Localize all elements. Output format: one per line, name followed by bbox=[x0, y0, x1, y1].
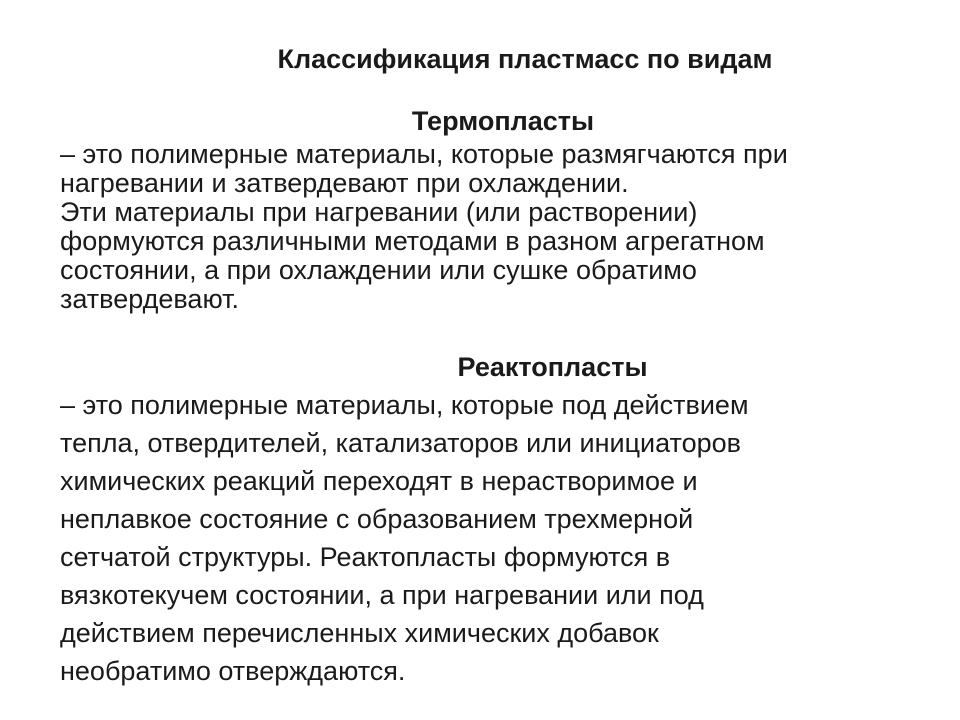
section-thermosets bbox=[60, 350, 940, 690]
body-line: нагревании и затвердевают при охлаждении. bbox=[60, 168, 629, 198]
body-line: химических реакций переходят в нерастворимое и bbox=[60, 466, 698, 496]
slide-title: Классификация пластмасс по видам bbox=[277, 44, 773, 74]
section-body-thermosets bbox=[60, 386, 940, 690]
body-line: состоянии, а при охлаждении или сушке обратимо bbox=[60, 255, 697, 285]
body-line: неплавкое состояние с образованием трехмерной bbox=[60, 504, 694, 534]
body-line: необратимо отверждаются. bbox=[60, 656, 406, 686]
body-line: затвердевают. bbox=[60, 284, 239, 314]
body-line: тепла, отвердителей, катализаторов или инициаторов bbox=[60, 428, 742, 458]
body-line: Эти материалы при нагревании (или растворении) bbox=[60, 197, 698, 227]
body-line: – это полимерные материалы, которые размягчаются при bbox=[60, 139, 788, 169]
body-line: – это полимерные материалы, которые под действием bbox=[60, 390, 749, 420]
section-thermoplastics bbox=[60, 104, 940, 314]
section-body-thermoplastics bbox=[60, 140, 940, 314]
section-heading-thermosets: Реактопласты bbox=[457, 352, 648, 382]
body-line: действием перечисленных химических добавок bbox=[60, 618, 659, 648]
body-line: вязкотекучем состоянии, а при нагревании или под bbox=[60, 580, 704, 610]
body-line: сетчатой структуры. Реактопласты формуются в bbox=[60, 542, 671, 572]
section-heading-thermoplastics: Термопласты bbox=[411, 106, 595, 136]
body-line: формуются различными методами в разном агрегатном bbox=[60, 226, 765, 256]
